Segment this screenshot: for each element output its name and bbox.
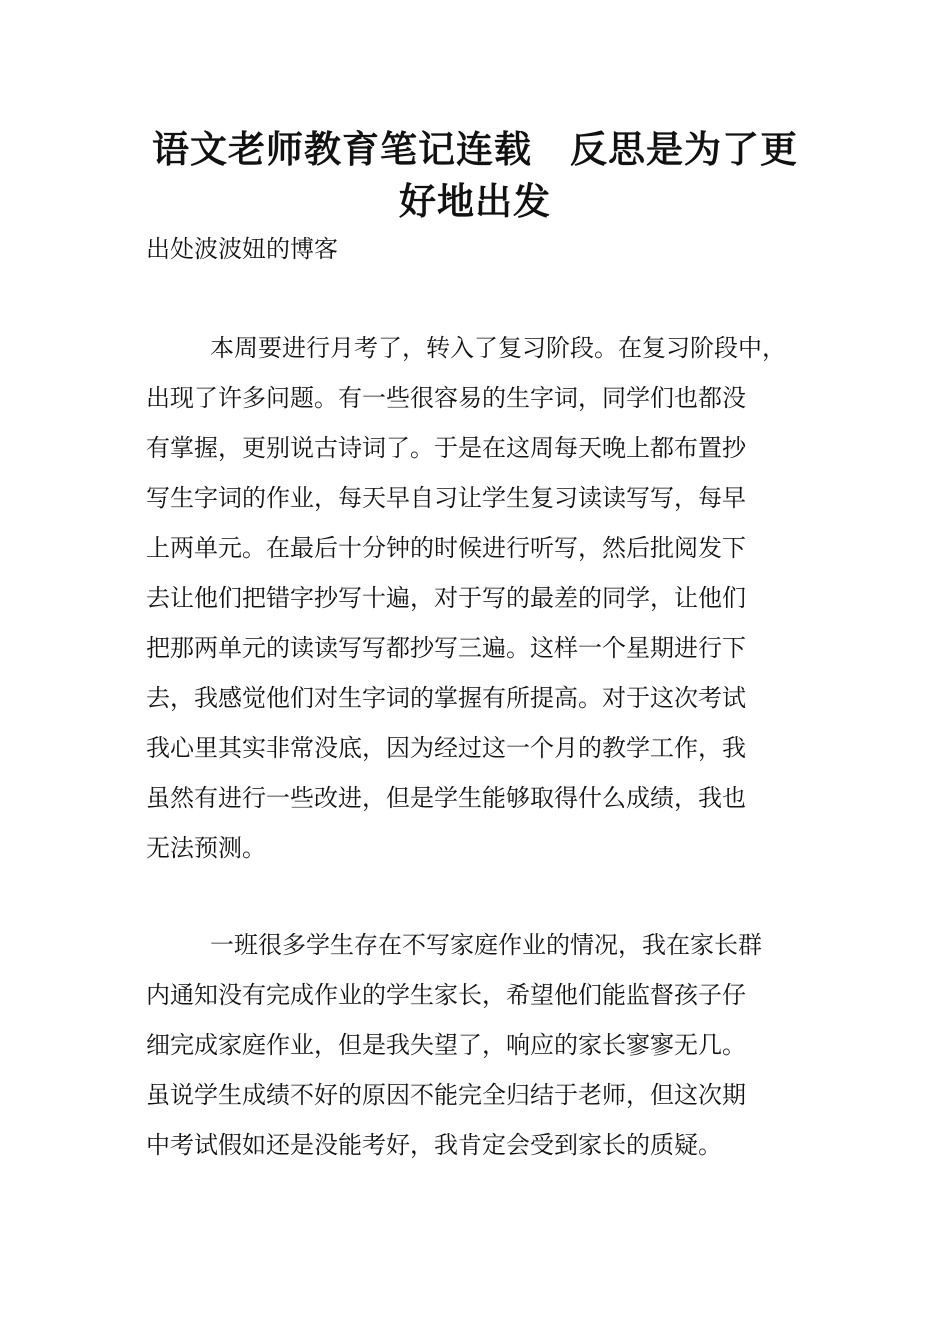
paragraph-line: 出现了许多问题。有一些很容易的生字词，同学们也都没 (146, 384, 746, 412)
paragraph-line: 内通知没有完成作业的学生家长，希望他们能监督孩子仔 (146, 981, 746, 1009)
paragraph-line: 写生字词的作业，每天早自习让学生复习读读写写，每早 (146, 484, 746, 512)
paragraph-line: 有掌握，更别说古诗词了。于是在这周每天晚上都布置抄 (146, 434, 746, 462)
title-line-1: 语文老师教育笔记连载 反思是为了更 (152, 128, 798, 171)
paragraph-line: 虽说学生成绩不好的原因不能完全归结于老师，但这次期 (146, 1081, 746, 1109)
paragraph-line: 一班很多学生存在不写家庭作业的情况，我在家长群 (210, 931, 762, 959)
source-line: 出处波波妞的博客 (146, 235, 338, 263)
paragraph-line: 把那两单元的读读写写都抄写三遍。这样一个星期进行下 (146, 634, 746, 662)
paragraph-line: 去，我感觉他们对生字词的掌握有所提高。对于这次考试 (146, 684, 746, 712)
paragraph-line: 中考试假如还是没能考好，我肯定会受到家长的质疑。 (146, 1131, 722, 1159)
paragraph-line: 上两单元。在最后十分钟的时候进行听写，然后批阅发下 (146, 534, 746, 562)
paragraph-line: 我心里其实非常没底，因为经过这一个月的教学工作，我 (146, 734, 746, 762)
document-title (130, 124, 820, 228)
paragraph-line: 虽然有进行一些改进，但是学生能够取得什么成绩，我也 (146, 784, 746, 812)
paragraph-1 (146, 323, 826, 873)
title-line-2: 好地出发 (399, 180, 551, 223)
paragraph-line: 细完成家庭作业，但是我失望了，响应的家长寥寥无几。 (146, 1031, 746, 1059)
paragraph-2 (146, 920, 826, 1170)
paragraph-line: 去让他们把错字抄写十遍，对于写的最差的同学，让他们 (146, 584, 746, 612)
paragraph-line: 无法预测。 (146, 834, 266, 862)
paragraph-line: 本周要进行月考了，转入了复习阶段。在复习阶段中， (210, 334, 786, 362)
